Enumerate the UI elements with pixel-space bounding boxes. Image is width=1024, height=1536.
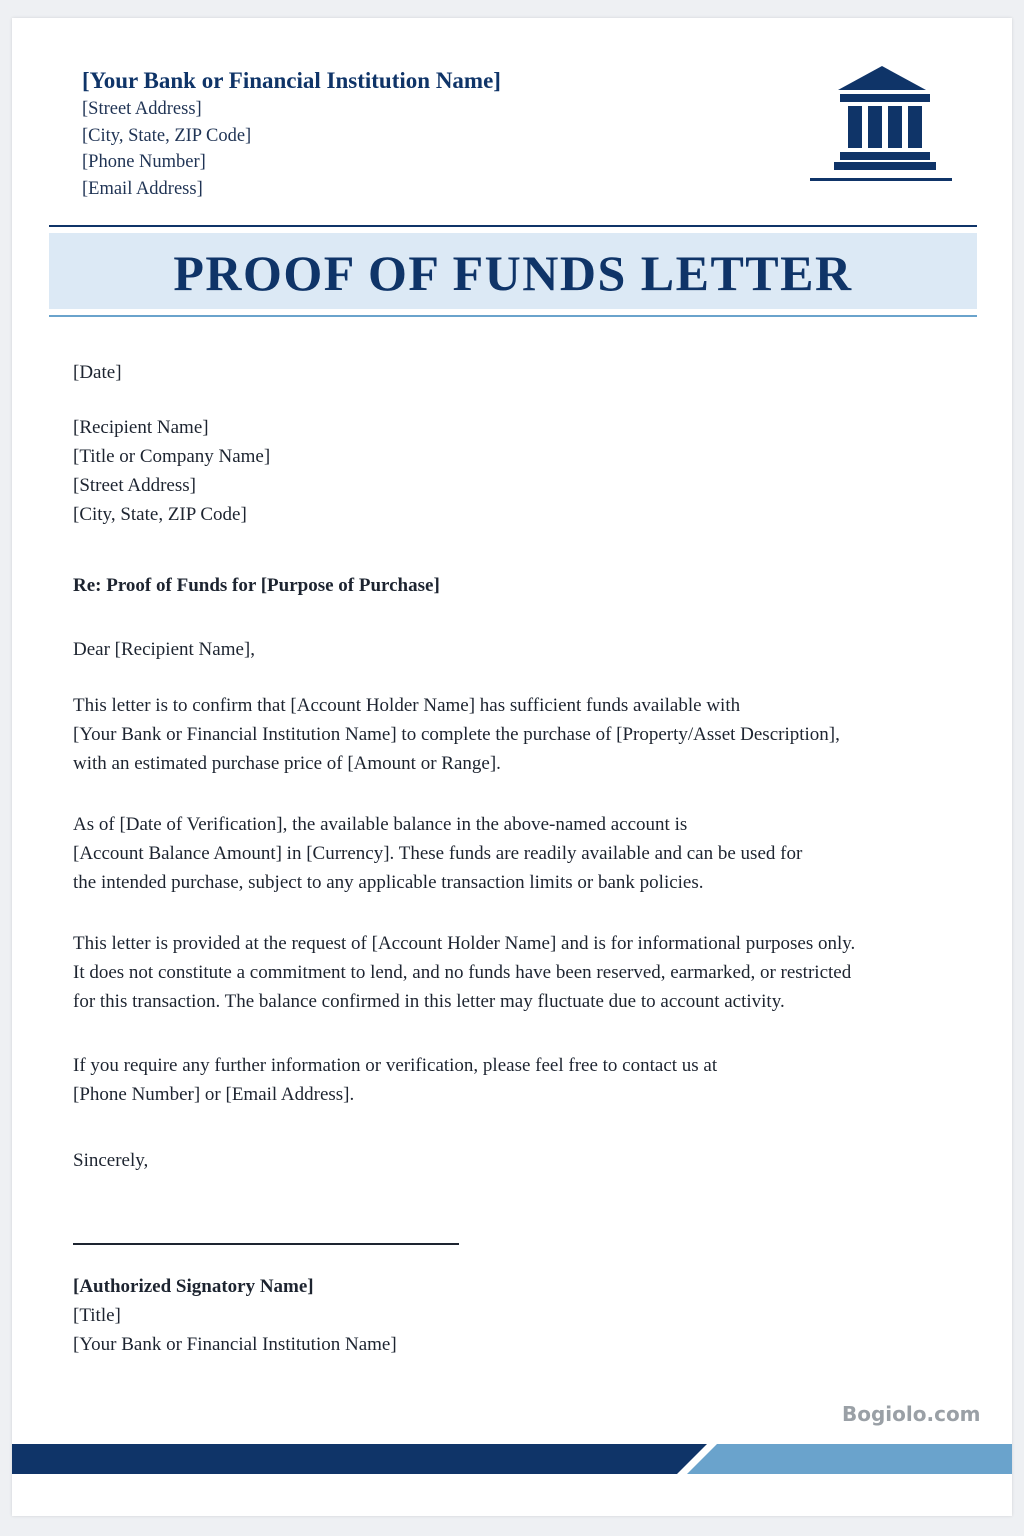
title-top-rule [49,225,977,227]
bank-phone: [Phone Number] [82,152,206,172]
letter-page [12,18,1012,1516]
signatory-institution: [Your Bank or Financial Institution Name] [73,1334,397,1355]
paragraph-line: This letter is to confirm that [Account Holder Name] has sufficient funds available with [73,695,741,716]
watermark: Bogiolo.com [842,1402,981,1426]
title-bottom-rule [49,315,977,317]
paragraph-line: If you require any further information or verification, please feel free to contact us at [73,1055,718,1076]
paragraph-line: As of [Date of Verification], the available balance in the above-named account is [73,814,688,835]
signatory-title: [Title] [73,1305,121,1326]
closing: Sincerely, [73,1150,149,1171]
letterhead [82,66,501,202]
salutation: Dear [Recipient Name], [73,639,255,660]
recipient-name: [Recipient Name] [73,417,209,438]
paragraph-line: It does not constitute a commitment to lend, and no funds have been reserved, earmarked, or restricted [73,962,852,983]
paragraph-line: [Account Balance Amount] in [Currency]. These funds are readily available and can be used for [73,843,803,864]
letter-title: PROOF OF FUNDS LETTER [173,245,853,301]
paragraph-line: for this transaction. The balance confirmed in this letter may fluctuate due to account activity. [73,991,785,1012]
paragraph-4 [73,1051,983,1109]
bank-building-icon [810,64,954,184]
paragraph-1 [73,691,983,778]
paragraph-2 [73,810,983,897]
bank-street-address: [Street Address] [82,99,202,119]
bank-email: [Email Address] [82,178,203,199]
recipient-title-company: [Title or Company Name] [73,446,271,467]
letter-date: [Date] [73,362,122,383]
recipient-block [73,413,983,529]
paragraph-line: This letter is provided at the request of [Account Holder Name] and is for informational purposes only. [73,933,856,954]
recipient-street: [Street Address] [73,475,196,496]
bank-city-state-zip: [City, State, ZIP Code] [82,125,252,146]
signature-block [73,1272,983,1359]
recipient-city-state-zip: [City, State, ZIP Code] [73,504,247,525]
signature-line [73,1243,459,1245]
title-band [49,233,977,309]
paragraph-line: [Phone Number] or [Email Address]. [73,1084,355,1105]
paragraph-line: [Your Bank or Financial Institution Name] to complete the purchase of [Property/Asset Description], [73,724,840,745]
paragraph-3 [73,929,983,1016]
signatory-name: [Authorized Signatory Name] [73,1276,314,1297]
bank-name: [Your Bank or Financial Institution Name] [82,68,501,93]
subject-line: Re: Proof of Funds for [Purpose of Purchase] [73,575,440,596]
paragraph-line: with an estimated purchase price of [Amount or Range]. [73,753,501,774]
paragraph-line: the intended purchase, subject to any applicable transaction limits or bank policies. [73,872,704,893]
footer-stripe [12,1444,1012,1474]
